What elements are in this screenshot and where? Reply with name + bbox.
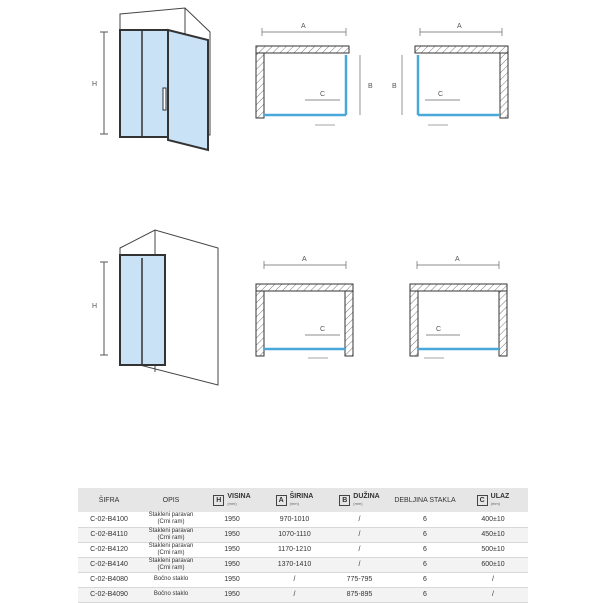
opis-line1: Stakleni paravan (148, 557, 194, 564)
cell-sirina: 1070-1110 (278, 531, 311, 538)
col-sifra: ŠIFRA (98, 496, 120, 504)
plan-corner-door-right (256, 28, 360, 125)
col-debljina: DEBLJINA STAKLA (394, 496, 456, 504)
opis-line1: Bočno staklo (153, 576, 189, 582)
cell-sifra: C-02-B4080 (90, 576, 128, 583)
cell-debljina: 6 (423, 515, 427, 523)
cell-debljina: 6 (423, 576, 427, 583)
sirina-unit: (mm) (289, 501, 299, 506)
cell-sifra: C-02-B4120 (90, 546, 128, 553)
cell-duzina: 775-795 (346, 576, 373, 583)
cell-sifra: C-02-B4140 (90, 561, 128, 568)
cell-visina: 1950 (224, 531, 240, 538)
label-a-plan1: A (301, 23, 306, 30)
visina-label: VISINA (227, 493, 251, 500)
col-visina (202, 488, 262, 512)
ulaz-unit: (mm) (490, 501, 500, 506)
cell-ulaz: / (492, 576, 494, 583)
cell-opis (140, 572, 202, 587)
sirina-label: ŠIRINA (289, 493, 314, 500)
cell-duzina: / (358, 531, 361, 538)
opis-line2: (Crni ram) (157, 564, 185, 571)
spec-table-header (78, 488, 528, 512)
front-glass-panel (120, 30, 168, 137)
label-b-plan2: B (392, 83, 397, 90)
label-a-plan4: A (455, 256, 460, 263)
cell-ulaz: 400±10 (481, 515, 505, 523)
visina-unit: (mm) (227, 501, 237, 506)
cell-sirina: / (293, 576, 296, 583)
niche-enclosure-3d-view (100, 230, 218, 385)
cell-debljina: 6 (423, 546, 427, 553)
cell-ulaz: / (492, 591, 494, 598)
cell-duzina: / (358, 561, 361, 568)
label-c-plan3: C (320, 326, 326, 333)
label-h-bottom: H (92, 303, 98, 310)
col-duzina (327, 488, 392, 512)
cell-sifra: C-02-B4110 (90, 531, 128, 538)
label-c-plan1: C (320, 91, 326, 98)
cell-debljina: 6 (423, 591, 427, 598)
cell-opis (140, 527, 202, 542)
cell-sirina: / (293, 591, 296, 598)
col-sirina (262, 488, 327, 512)
col-ulaz (458, 488, 528, 512)
label-c-plan2: C (438, 91, 444, 98)
cell-visina: 1950 (224, 546, 240, 553)
side-glass-panel (168, 30, 208, 150)
label-a-plan3: A (302, 256, 307, 263)
cell-visina: 1950 (224, 561, 240, 568)
opis-line1: Bočno staklo (153, 591, 189, 597)
cell-duzina: / (358, 515, 361, 523)
corner-enclosure-3d-view (100, 8, 210, 150)
table-row (78, 557, 528, 572)
ulaz-label: ULAZ (490, 493, 510, 500)
table-row (78, 542, 528, 557)
cell-duzina: / (358, 546, 361, 553)
plan-corner-door-left (402, 28, 508, 125)
plan-niche-door-right (256, 261, 353, 358)
cell-ulaz: 500±10 (481, 546, 505, 553)
cell-debljina: 6 (423, 561, 427, 568)
cell-ulaz: 600±10 (481, 561, 505, 568)
label-a-plan2: A (457, 23, 462, 30)
col-opis: OPIS (162, 496, 180, 504)
cell-visina: 1950 (224, 515, 240, 523)
cell-sifra: C-02-B4100 (90, 515, 128, 523)
label-h-top: H (92, 81, 98, 88)
cell-sirina: 970-1010 (279, 515, 310, 523)
label-b-plan1: B (368, 83, 373, 90)
table-row (78, 512, 528, 527)
b-symbol: B (339, 495, 350, 506)
cell-opis (140, 542, 202, 557)
cell-visina: 1950 (224, 591, 240, 598)
c-symbol: C (477, 495, 488, 506)
table-row (78, 527, 528, 542)
label-c-plan4: C (436, 326, 442, 333)
cell-opis (140, 557, 202, 572)
cell-visina: 1950 (224, 576, 240, 583)
cell-opis (140, 512, 202, 527)
spec-table (78, 488, 528, 603)
opis-line1: Stakleni paravan (148, 542, 194, 549)
opis-line2: (Crni ram) (157, 549, 185, 556)
duzina-label: DUŽINA (353, 493, 380, 500)
h-symbol: H (213, 495, 224, 506)
cell-sirina: 1170-1210 (278, 546, 311, 553)
plan-niche-door-left (410, 261, 507, 358)
a-symbol: A (276, 495, 287, 506)
opis-line1: Stakleni paravan (148, 527, 194, 534)
duzina-unit: (mm) (353, 501, 363, 506)
cell-sifra: C-02-B4090 (90, 591, 128, 598)
cell-debljina: 6 (423, 531, 427, 538)
cell-sirina: 1370-1410 (277, 561, 312, 568)
table-row (78, 572, 528, 587)
opis-line1: Stakleni paravan (148, 512, 194, 519)
cell-ulaz: 450±10 (481, 531, 505, 538)
opis-line2: (Crni ram) (157, 519, 185, 526)
opis-line2: (Crni ram) (157, 534, 185, 541)
cell-duzina: 875-895 (346, 591, 373, 598)
